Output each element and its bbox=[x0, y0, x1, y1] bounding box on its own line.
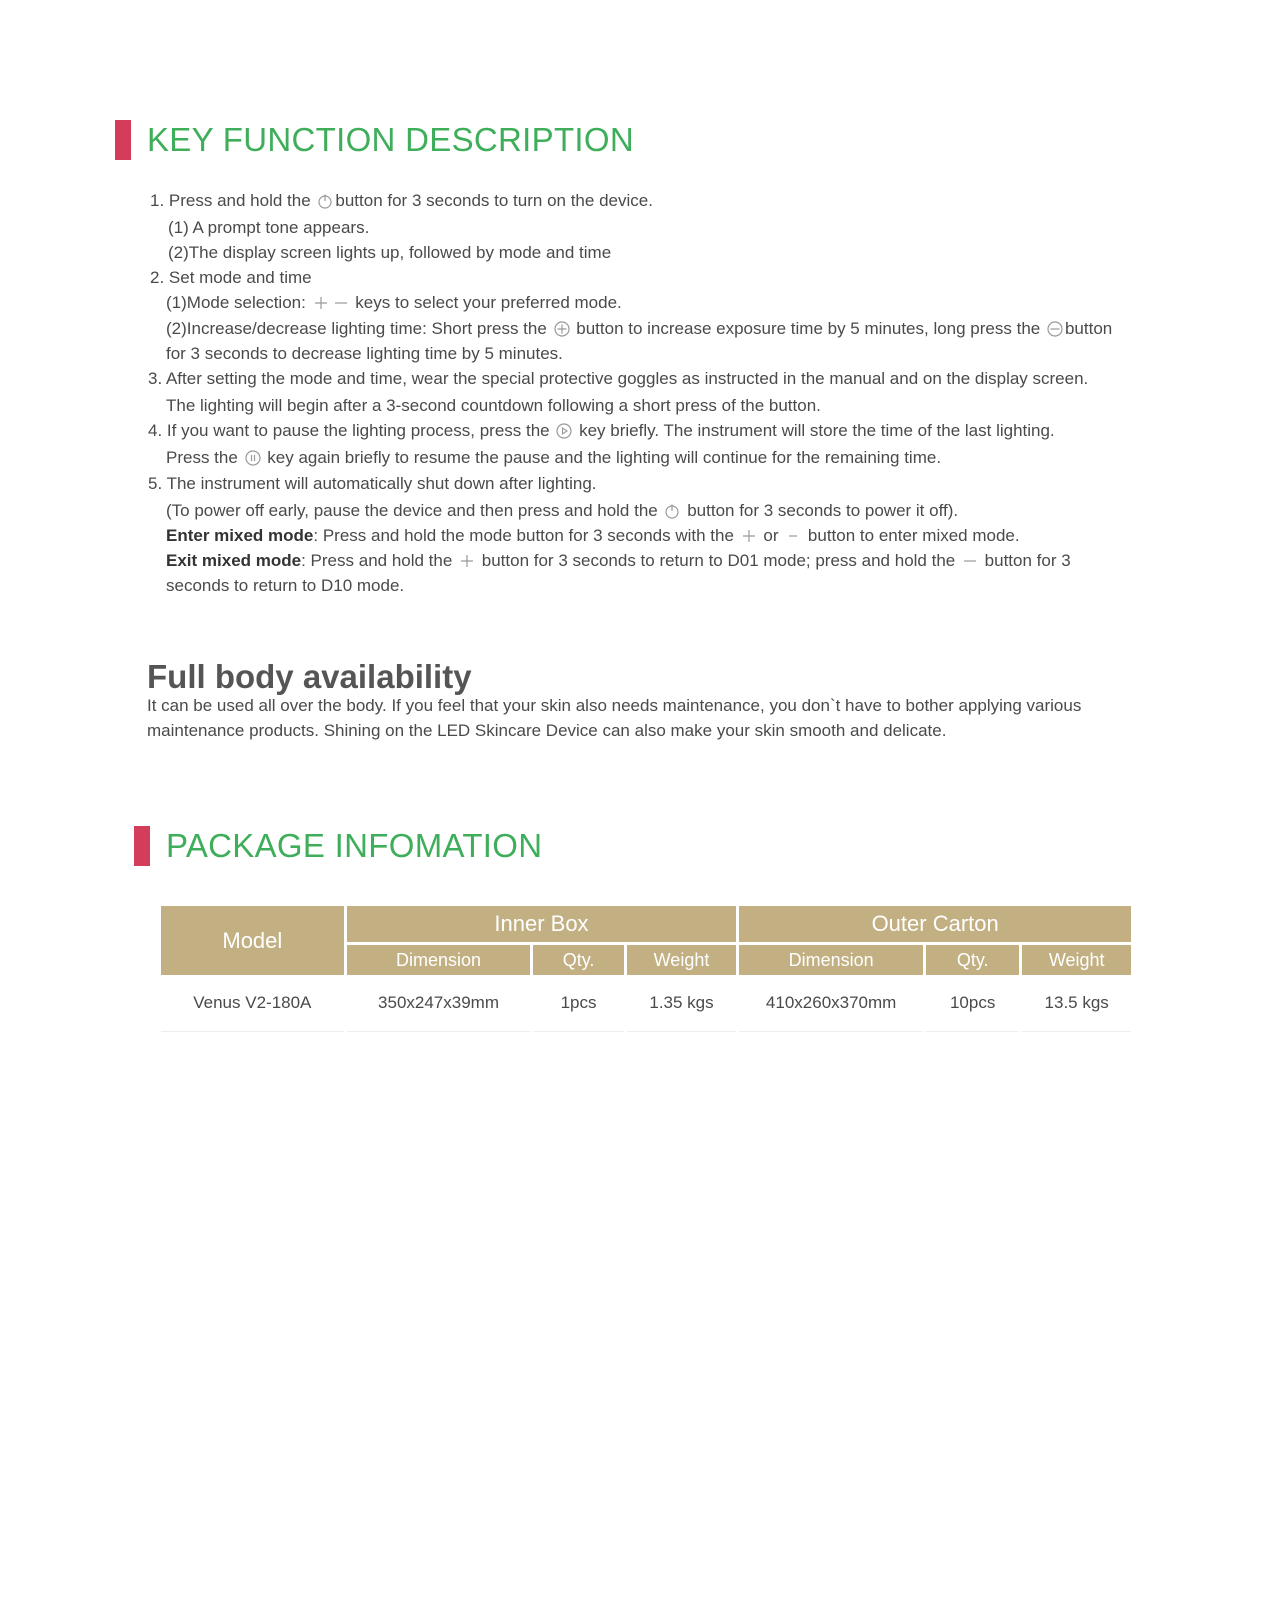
step-2-2: (2)Increase/decrease lighting time: Short press the button to increase exposure time by 5 minutes, long press the button bbox=[166, 319, 1113, 338]
power-icon bbox=[317, 193, 333, 209]
header-outer-weight: Weight bbox=[1022, 942, 1131, 975]
minus-icon bbox=[962, 553, 978, 569]
cell-model: Venus V2-180A bbox=[161, 975, 344, 1032]
header-inner-dimension: Dimension bbox=[347, 942, 531, 975]
header-outer-carton: Outer Carton bbox=[739, 906, 1131, 942]
section-title: KEY FUNCTION DESCRIPTION bbox=[147, 121, 634, 158]
full-body-paragraph-2: maintenance products. Shining on the LED Skincare Device can also make your skin smooth and delicate. bbox=[147, 721, 947, 740]
enter-mixed-mode: Enter mixed mode: Press and hold the mode button for 3 seconds with the or button to enter mixed mode. bbox=[166, 526, 1020, 545]
exit-mixed-mode: Exit mixed mode: Press and hold the button for 3 seconds to return to D01 mode; press and hold the button for 3 bbox=[166, 551, 1071, 570]
cell-outer-dimension: 410x260x370mm bbox=[739, 975, 923, 1032]
step-2: 2. Set mode and time bbox=[150, 268, 312, 287]
accent-bar bbox=[134, 826, 150, 866]
header-outer-dimension: Dimension bbox=[739, 942, 923, 975]
package-table bbox=[158, 906, 1134, 1032]
full-body-heading: Full body availability bbox=[147, 658, 472, 695]
step-5-a: (To power off early, pause the device and then press and hold the button for 3 seconds to power it off). bbox=[166, 501, 959, 520]
section-heading-package bbox=[134, 826, 542, 866]
pause-icon bbox=[245, 450, 261, 466]
full-body-paragraph-1: It can be used all over the body. If you feel that your skin also needs maintenance, you don`t have to bother applying various bbox=[147, 696, 1082, 715]
power-icon bbox=[664, 503, 680, 519]
play-icon bbox=[556, 423, 572, 439]
step-4-b: Press the key again briefly to resume the pause and the lighting will continue for the remaining time. bbox=[166, 448, 942, 467]
cell-outer-qty: 10pcs bbox=[926, 975, 1019, 1032]
plus-circle-icon bbox=[554, 321, 570, 337]
step-1: 1. Press and hold the button for 3 seconds to turn on the device. bbox=[150, 191, 653, 210]
cell-inner-weight: 1.35 kgs bbox=[627, 975, 737, 1032]
header-inner-qty: Qty. bbox=[533, 942, 623, 975]
step-4: 4. If you want to pause the lighting process, press the key briefly. The instrument will store the time of the last lighting. bbox=[148, 421, 1055, 440]
step-2-1: (1)Mode selection: keys to select your preferred mode. bbox=[166, 293, 622, 312]
accent-bar bbox=[115, 120, 131, 160]
plus-icon bbox=[459, 553, 475, 569]
header-outer-qty: Qty. bbox=[926, 942, 1019, 975]
step-2-3: for 3 seconds to decrease lighting time by 5 minutes. bbox=[166, 344, 563, 363]
minus-icon bbox=[785, 528, 801, 544]
cell-inner-dimension: 350x247x39mm bbox=[347, 975, 531, 1032]
plus-icon bbox=[741, 528, 757, 544]
step-1-1: (1) A prompt tone appears. bbox=[168, 218, 370, 237]
exit-mixed-mode-cont: seconds to return to D10 mode. bbox=[166, 576, 405, 595]
step-3: 3. After setting the mode and time, wear the special protective goggles as instructed in the manual and on the display screen. bbox=[148, 369, 1089, 388]
step-3-b: The lighting will begin after a 3-second countdown following a short press of the button. bbox=[166, 396, 821, 415]
cell-inner-qty: 1pcs bbox=[533, 975, 623, 1032]
plus-icon bbox=[313, 295, 329, 311]
header-model: Model bbox=[161, 906, 344, 975]
minus-circle-icon bbox=[1047, 321, 1063, 337]
table-row bbox=[161, 975, 1131, 1032]
header-inner-box: Inner Box bbox=[347, 906, 737, 942]
step-1-2: (2)The display screen lights up, followed by mode and time bbox=[168, 243, 612, 262]
minus-icon bbox=[333, 295, 349, 311]
cell-outer-weight: 13.5 kgs bbox=[1022, 975, 1131, 1032]
section-heading-key-function bbox=[115, 120, 634, 160]
section-title: PACKAGE INFOMATION bbox=[166, 827, 543, 864]
header-inner-weight: Weight bbox=[627, 942, 737, 975]
step-5: 5. The instrument will automatically shut down after lighting. bbox=[148, 474, 597, 493]
